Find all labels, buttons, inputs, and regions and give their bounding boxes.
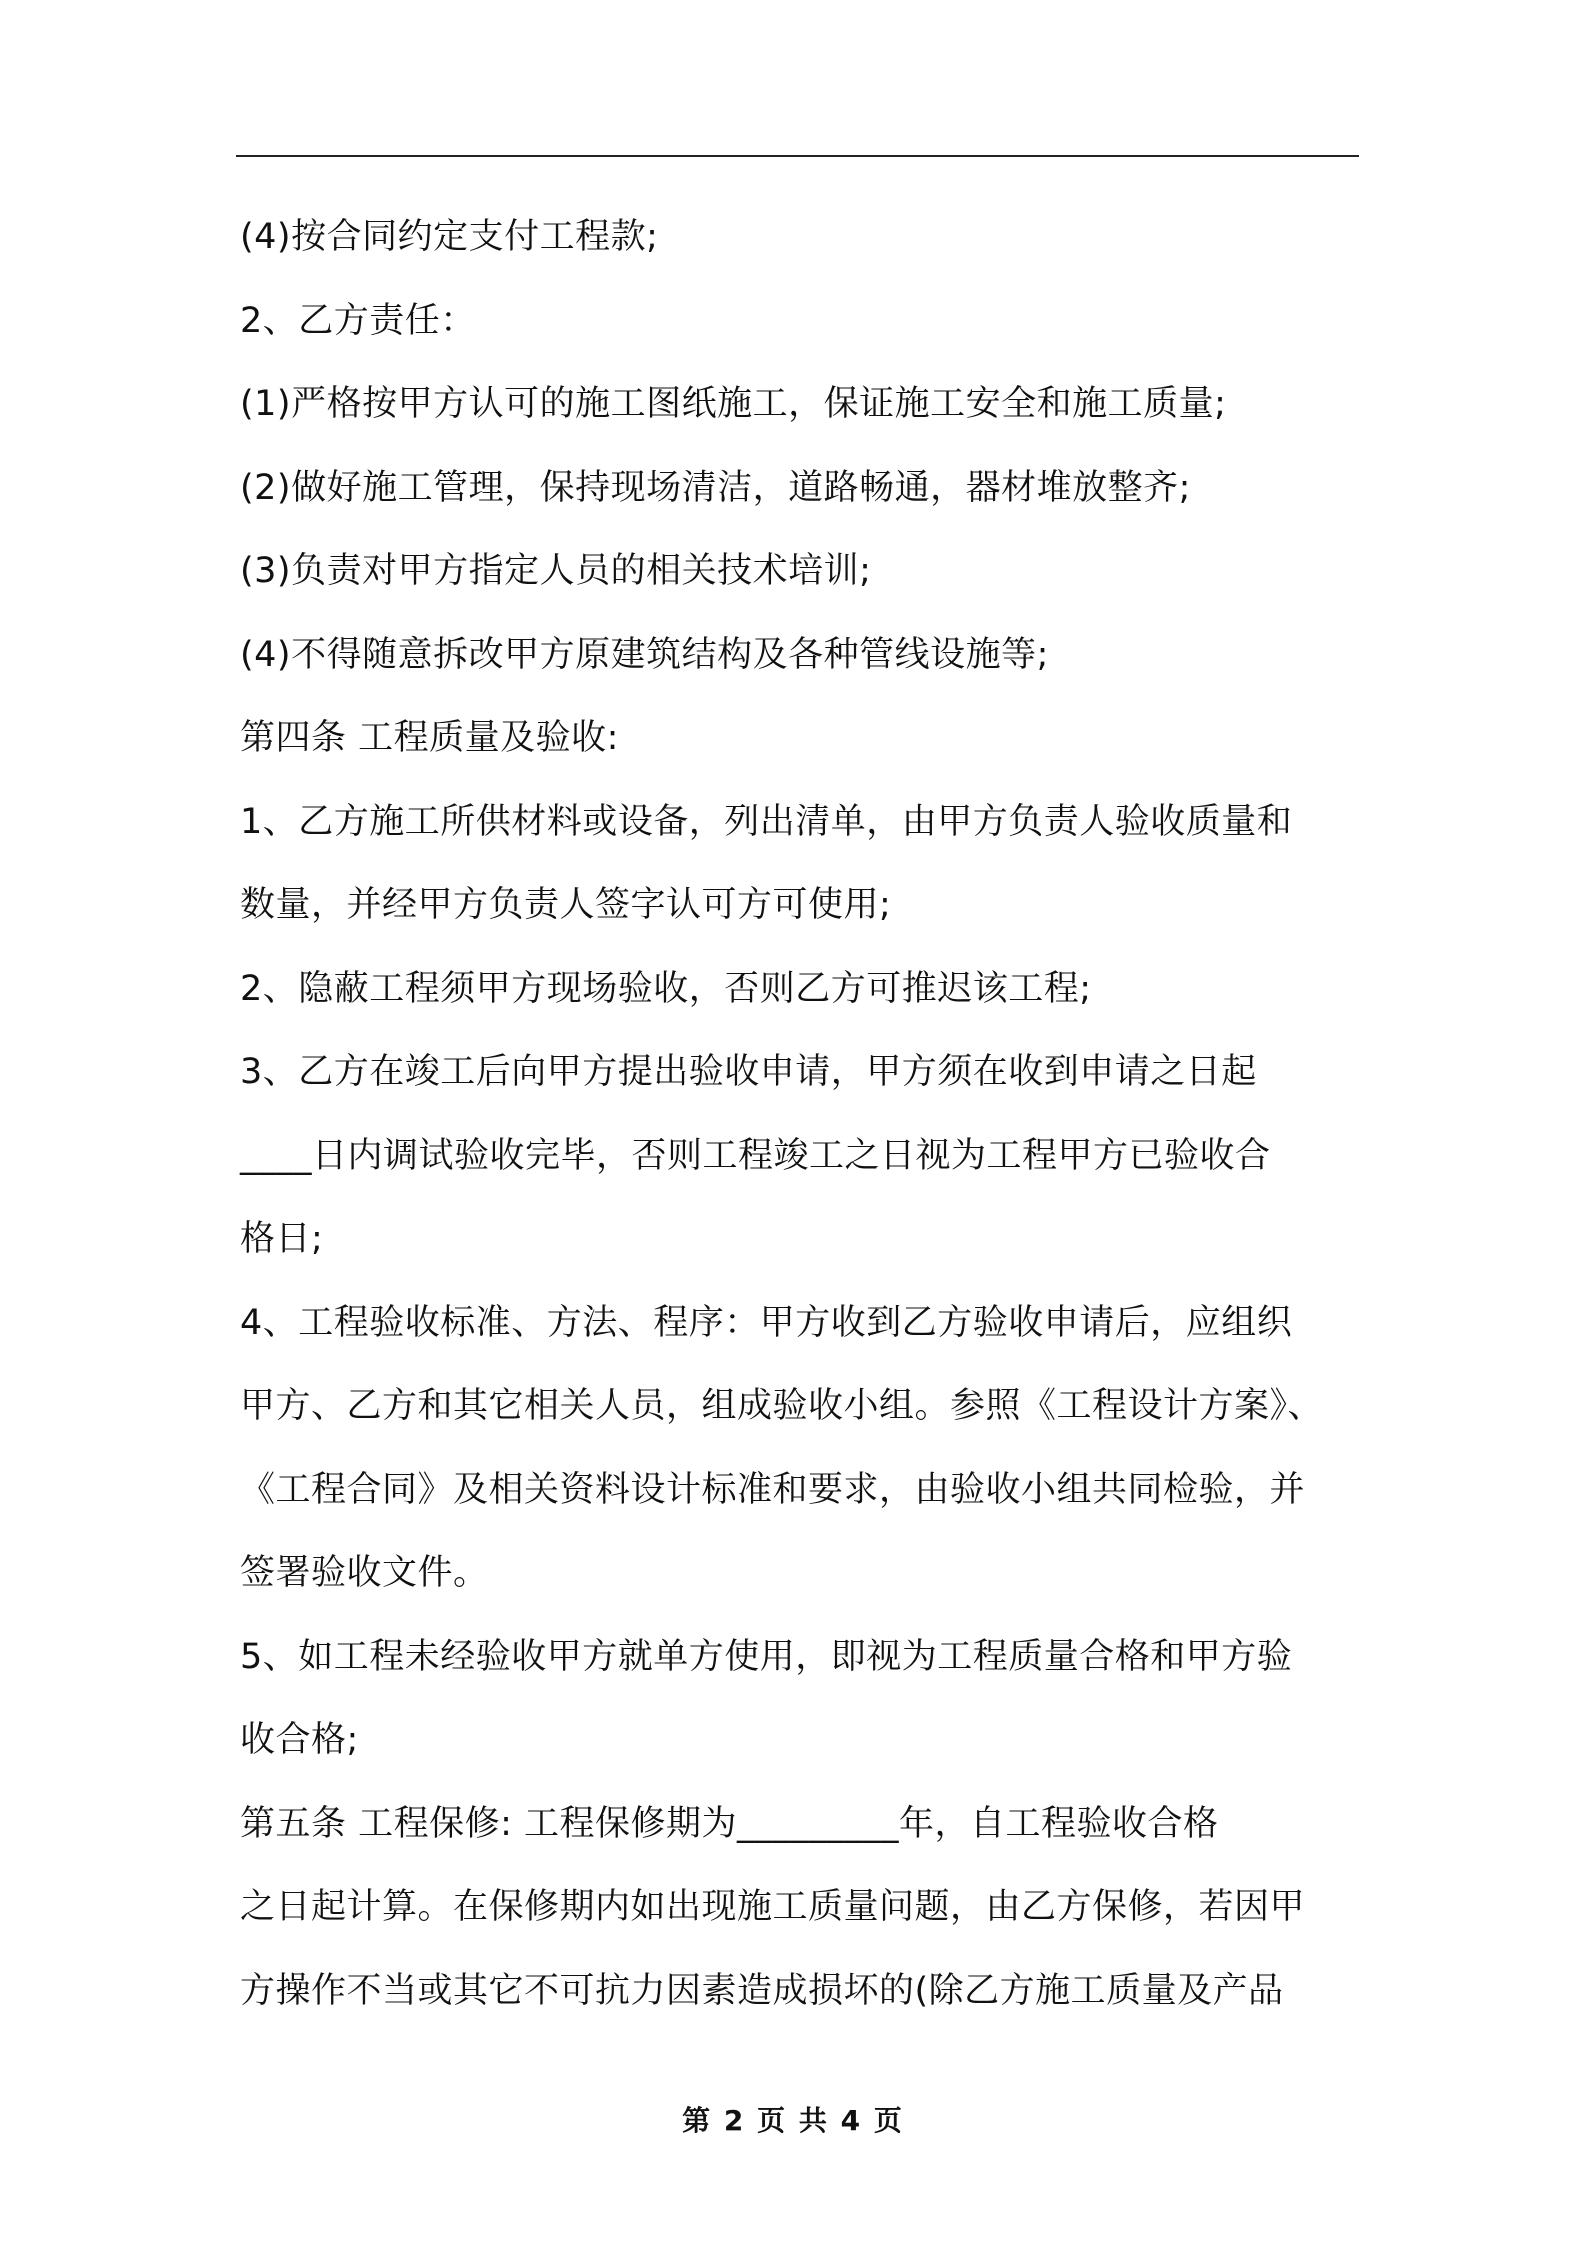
text-line: 格日; (240, 1219, 324, 1259)
text-line: 2、隐蔽工程须甲方现场验收，否则乙方可推迟该工程; (240, 968, 1092, 1009)
page-number-footer: 第 2 页 共 4 页 (682, 2104, 904, 2137)
text-line: 收合格; (240, 1720, 359, 1760)
text-line: (4)不得随意拆改甲方原建筑结构及各种管线设施等; (240, 634, 1049, 675)
text-line: 方操作不当或其它不可抗力因素造成损坏的(除乙方施工质量及产品 (240, 1970, 1284, 2011)
header-rule (236, 155, 1359, 157)
document-body (240, 196, 1362, 2033)
text-line: 4、工程验收标准、方法、程序：甲方收到乙方验收申请后，应组织 (240, 1302, 1293, 1343)
text-line: 签署验收文件。 (240, 1553, 489, 1593)
text-line: 3、乙方在竣工后向甲方提出验收申请，甲方须在收到申请之日起 (240, 1052, 1257, 1092)
text-line: (1)严格按甲方认可的施工图纸施工，保证施工安全和施工质量; (240, 384, 1227, 424)
text-line: ____日内调试验收完毕，否则工程竣工之日视为工程甲方已验收合 (240, 1135, 1271, 1176)
text-line: (2)做好施工管理，保持现场清洁，道路畅通，器材堆放整齐; (240, 467, 1191, 508)
section-heading: 第五条 工程保修: 工程保修期为_________年，自工程验收合格 (240, 1803, 1219, 1844)
text-line: 1、乙方施工所供材料或设备，列出清单，由甲方负责人验收质量和 (240, 801, 1293, 842)
text-line: 2、乙方责任： (240, 300, 476, 341)
text-line: 甲方、乙方和其它相关人员，组成验收小组。参照《工程设计方案》、 (240, 1386, 1324, 1426)
text-line: (3)负责对甲方指定人员的相关技术培训; (240, 551, 872, 591)
text-line: (4)按合同约定支付工程款; (240, 217, 659, 257)
text-line: 之日起计算。在保修期内如出现施工质量问题，由乙方保修，若因甲 (240, 1887, 1306, 1927)
text-line: 5、如工程未经验收甲方就单方使用，即视为工程质量合格和甲方验 (240, 1636, 1293, 1677)
text-line: 数量，并经甲方负责人签字认可方可使用; (240, 885, 892, 925)
section-heading: 第四条 工程质量及验收: (240, 718, 619, 758)
text-line: 《工程合同》及相关资料设计标准和要求，由验收小组共同检验，并 (240, 1469, 1306, 1510)
